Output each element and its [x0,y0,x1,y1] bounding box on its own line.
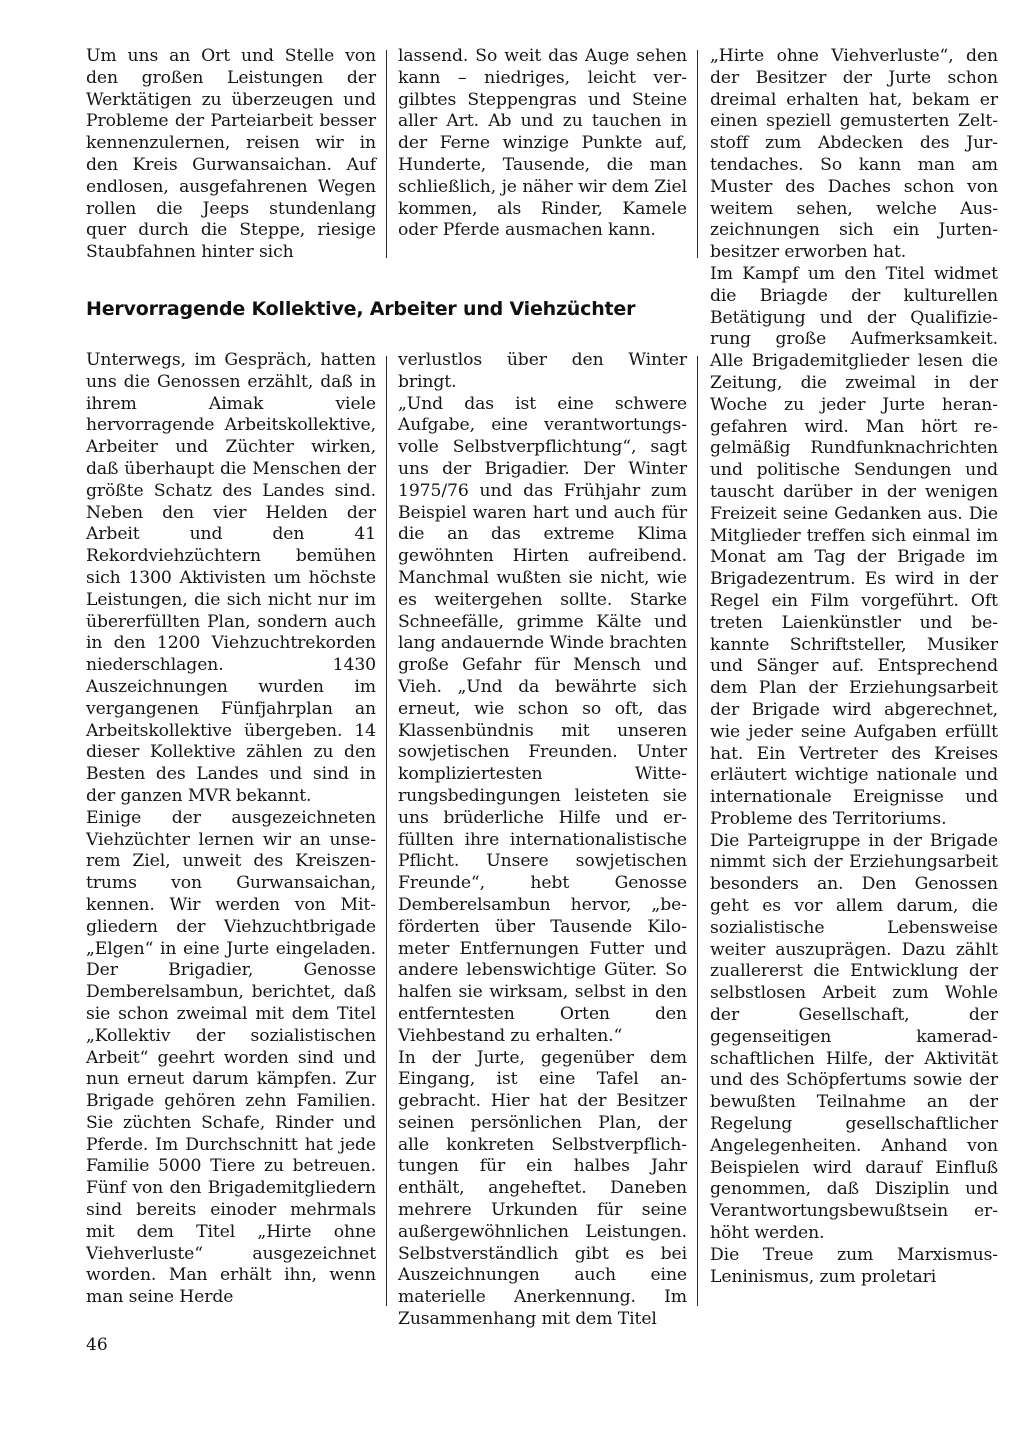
text-column-1 [86,350,376,1309]
paragraph: „Hirte ohne Viehverluste“, den der Besitzer der Jurte schon dreimal erhalten hat, bekam er einen speziell gemusterten Zeltstoff zum Abdecken des Jurtendaches. So kann man am Muster des Daches schon von weitem sehen, welche Auszeichnungen sich ein Jurtenbesitzer erworben hat. [710,46,998,263]
paragraph: Um uns an Ort und Stelle von den großen Leistungen der Werktätigen zu überzeugen und Probleme der Parteiarbeit besser kennenzulernen, reisen wir in den Kreis Gurwansaichan. Auf endlosen, ausgefahrenen Wegen rollen die Jeeps stundenlang quer durch die Steppe, riesige Staubfahnen hinter sich [86,46,376,263]
intro-column-1 [86,46,376,264]
column-rule [697,50,698,258]
paragraph: Die Treue zum Marxismus-Leninismus, zum proletari [710,1244,998,1287]
text-column-2 [398,350,687,1331]
column-rule [697,356,698,1306]
section-heading: Hervorragende Kollektive, Arbeiter und Viehzüchter [86,298,636,320]
paragraph: verlustlos über den Winter bringt. [398,350,687,392]
paragraph: lassend. So weit das Auge sehen kann – niedriges, leicht vergilbtes Steppengras und Steine aller Art. Ab und zu tauchen in der Ferne winzige Punkte auf, Hunderte, Tausende, die man schließlich, je näher wir dem Ziel kommen, als Rinder, Kamele oder Pferde ausmachen kann. [398,46,687,241]
paragraph: Im Kampf um den Titel widmet die Briagde der kulturellen Betätigung und der Qualifizierung große Aufmerksamkeit. Alle Brigademitglieder lesen die Zeitung, die zweimal in der Woche zu jeder Jurte herangefahren wird. Man hört regelmäßig Rundfunknachrichten und politische Sendungen und tauscht darüber in der wenigen Freizeit seine Gedanken aus. Die Mitglieder treffen sich einmal im Monat am Tag der Brigade im Brigadezentrum. Es wird in der Regel ein Film vorgeführt. Oft treten Laienkünstler und bekannte Schriftsteller, Musiker und Sänger auf. Entsprechend dem Plan der Erziehungsarbeit der Brigade wird abgerechnet, wie jeder seine Aufgaben erfüllt hat. Ein Vertreter des Kreises erläutert wichtige nationale und internationale Ereignisse und Probleme des Territoriums. [710,263,998,829]
paragraph: „Und das ist eine schwere Aufgabe, eine verantwortungsvolle Selbstverpflichtung“, sagt uns der Brigadier. Der Winter 1975/76 und das Frühjahr zum Beispiel waren hart und auch für die an das extreme Klima gewöhnten Hirten aufreibend. Manchmal wußten sie nicht, wie es weitergehen sollte. Starke Schneefälle, grimme Kälte und lang andauernde Winde brachten große Gefahr für Mensch und Vieh. „Und da bewährte sich erneut, wie schon so oft, das Klassenbündnis mit unseren sowjetischen Freunden. Unter kompliziertesten Witterungsbedingungen leisteten sie uns brüderliche Hilfe und erfüllten ihre internationalistische Pflicht. Unsere sowjetischen Freunde“, hebt Genosse Demberelsambun hervor, „beförderten über Tausende Kilometer Entfernungen Futter und andere lebenswichtige Güter. So halfen sie wirksam, selbst in den entferntesten Orten den Viehbestand zu erhalten.“ [398,393,687,1046]
paragraph: Unterwegs, im Gespräch, hatten uns die Genossen erzählt, daß in ihrem Aimak viele hervorragende Arbeitskollektive, Arbeiter und Züchter wirken, daß überhaupt die Menschen der größte Schatz des Landes sind. Neben den vier Helden der Arbeit und den 41 Rekordviehzüchtern bemühen sich 1300 Aktivisten um höchste Leistungen, die sich nicht nur im übererfüllten Plan, sondern auch in den 1200 Viehzuchtrekorden niederschlagen. 1430 Auszeichnungen wurden im vergangenen Fünfjahrplan an Arbeitskollektive übergeben. 14 dieser Kollektive zählen zu den Besten des Landes und sind in der ganzen MVR bekannt. [86,350,376,806]
paragraph: Einige der ausgezeichneten Viehzüchter lernen wir an unserem Ziel, unweit des Kreiszentrums von Gurwansaichan, kennen. Wir werden von Mitgliedern der Viehzuchtbrigade „Elgen“ in eine Jurte eingeladen. Der Brigadier, Genosse Demberelsambun, berichtet, daß sie schon zweimal mit dem Titel „Kollektiv der sozialistischen Arbeit“ geehrt worden sind und nun erneut darum kämpfen. Zur Brigade gehören zehn Familien. Sie züchten Schafe, Rinder und Pferde. Im Durchschnitt hat jede Familie 5000 Tiere zu betreuen. Fünf von den Brigademitgliedern sind bereits einoder mehrmals mit dem Titel „Hirte ohne Viehverluste“ ausgezeichnet worden. Man erhält ihn, wenn man seine Herde [86,807,376,1308]
page-number: 46 [86,1335,108,1355]
text-column-3 [710,46,998,1288]
column-rule [386,356,387,1306]
paragraph: Die Parteigruppe in der Brigade nimmt sich der Erziehungsarbeit besonders an. Den Genossen geht es vor allem darum, die sozialistische Lebensweise weiter auszuprägen. Dazu zählt zuallererst die Entwicklung der selbstlosen Arbeit zum Wohle der Gesellschaft, der gegenseitigen kameradschaftlichen Hilfe, der Aktivität und des Schöpfertums sowie der bewußten Teilnahme an der Regelung gesellschaftlicher Angelegenheiten. Anhand von Beispielen wird darauf Einfluß genommen, daß Disziplin und Verantwortungsbewußtsein erhöht werden. [710,830,998,1244]
paragraph: In der Jurte, gegenüber dem Eingang, ist eine Tafel angebracht. Hier hat der Besitzer seinen persönlichen Plan, der alle konkreten Selbstverpflichtungen für ein halbes Jahr enthält, angeheftet. Daneben mehrere Urkunden für seine außergewöhnlichen Leistungen. Selbstverständlich gibt es bei Auszeichnungen auch eine materielle Anerkennung. Im Zusammenhang mit dem Titel [398,1047,687,1330]
column-rule [386,50,387,258]
intro-column-2 [398,46,687,242]
